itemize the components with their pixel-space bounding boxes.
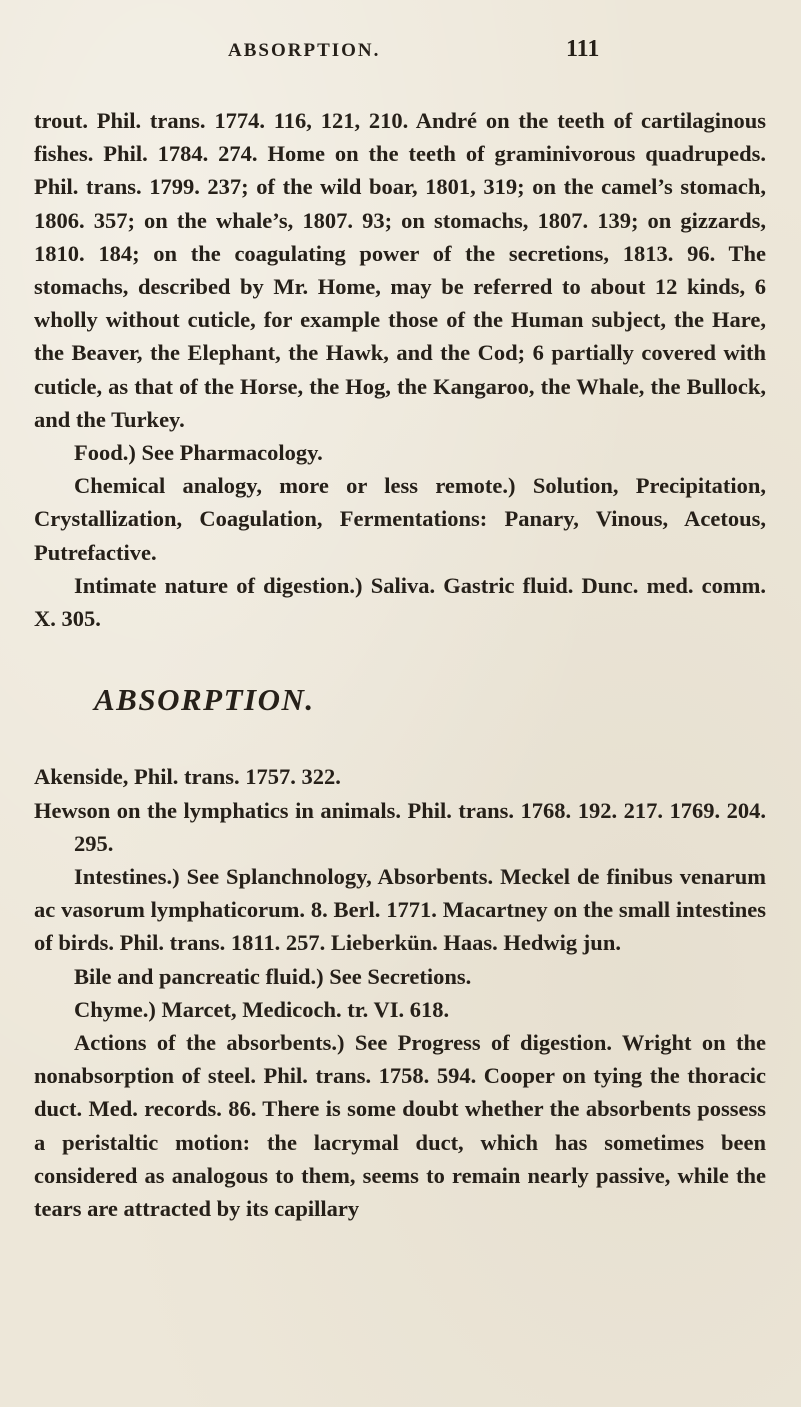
paragraph-food: Food.) See Pharmacology. xyxy=(74,440,323,466)
page-number: 111 xyxy=(566,36,600,62)
body-text xyxy=(34,104,766,1225)
paragraph-actions-absorbents: Actions of the absorbents.) See Progress of digestion. Wright on the nonabsorption of steel. Phil. trans. 1758. 594. Cooper on tying the thoracic duct. Med. records. 86. There is some doubt whether the absorbents possess a peristaltic motion: the lacrymal duct, which has sometimes been considered as analogous to them, seems to remain nearly passive, while the tears are attracted by its capillary xyxy=(34,1030,766,1222)
section-heading: ABSORPTION. xyxy=(94,682,315,718)
paragraph-intestines: Intestines.) See Splanchnology, Absorbents. Meckel de finibus venarum ac vasorum lymphaticorum. 8. Berl. 1771. Macartney on the small intestines of birds. Phil. trans. 1811. 257. Lieberkün. Haas. Hedwig jun. xyxy=(34,864,766,956)
paragraph-akenside: Akenside, Phil. trans. 1757. 322. xyxy=(34,764,341,790)
paragraph-chyme: Chyme.) Marcet, Medicoch. tr. VI. 618. xyxy=(74,996,450,1022)
running-title: ABSORPTION. xyxy=(228,40,381,61)
paragraph-trout-stomachs: trout. Phil. trans. 1774. 116, 121, 210. André on the teeth of cartilaginous fishes. Phil. 1784. 274. Home on the teeth of graminivorous quadrupeds. Phil. trans. 1799. 237; of the wild boar, 1801, 319; on the camel’s stomach, 1806. 357; on the whale’s, 1807. 93; on stomachs, 1807. 139; on gizzards, 1810. 184; on the coagulating power of the secretions, 1813. 96. The stomachs, described by Mr. Home, may be referred to about 12 kinds, 6 wholly without cuticle, for example those of the Human subject, the Hare, the Beaver, the Elephant, the Hawk, and the Cod; 6 partially covered with cuticle, as that of the Horse, the Hog, the Kangaroo, the Whale, the Bullock, and the Turkey. xyxy=(34,108,766,432)
paragraph-chemical-analogy: Chemical analogy, more or less remote.) Solution, Precipitation, Crystallization, Coagulation, Fermentations: Panary, Vinous, Acetous, Putrefactive. xyxy=(34,473,766,565)
paragraph-intimate-nature: Intimate nature of digestion.) Saliva. Gastric fluid. Dunc. med. comm. X. 305. xyxy=(34,572,766,632)
running-head xyxy=(0,36,801,70)
paragraph-bile: Bile and pancreatic fluid.) See Secretions. xyxy=(74,963,472,989)
paragraph-hewson: Hewson on the lymphatics in animals. Phil. trans. 1768. 192. 217. 1769. 204. 295. xyxy=(34,797,766,856)
